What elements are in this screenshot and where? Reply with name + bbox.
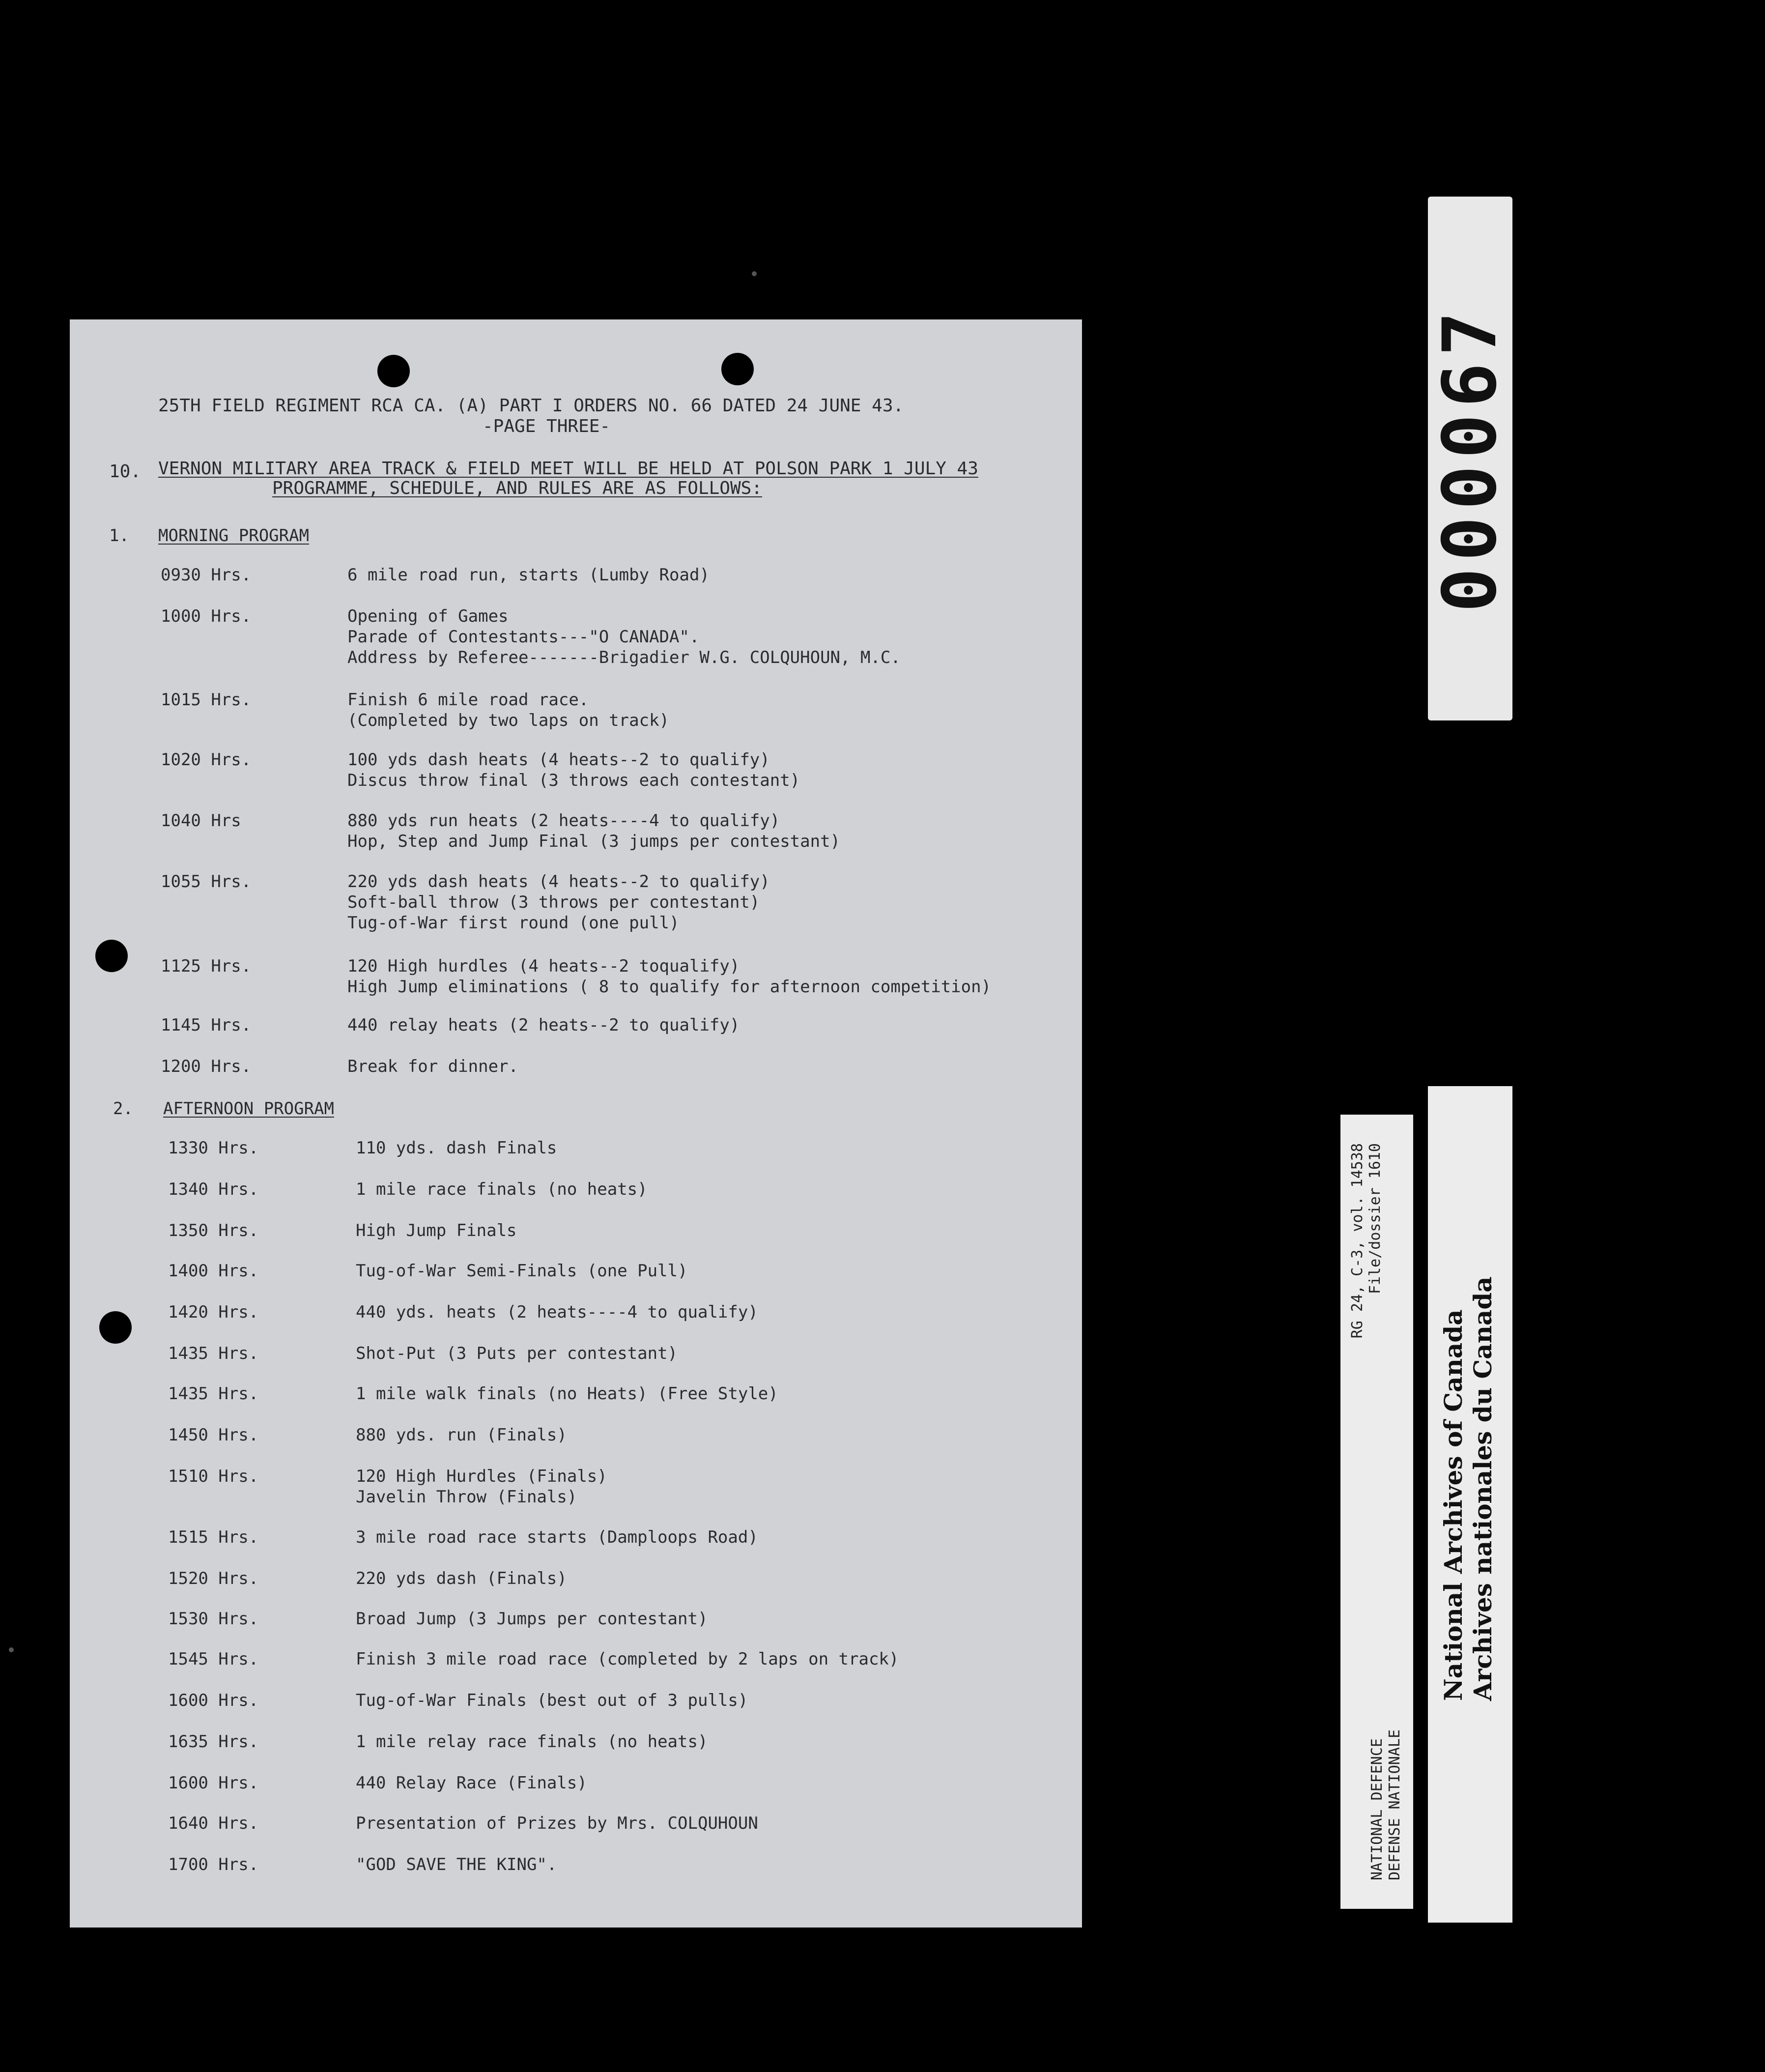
event-time: 1055 Hrs. (161, 872, 252, 892)
event-description: 1 mile race finals (no heats) (356, 1180, 648, 1199)
department-fr: DEFENSE NATIONALE (1386, 1729, 1403, 1880)
event-time: 1400 Hrs. (168, 1261, 259, 1281)
archive-file: File/dossier 1610 (1366, 1143, 1384, 1295)
event-description: 100 yds dash heats (4 heats--2 to qualify) (347, 750, 770, 770)
event-description: Presentation of Prizes by Mrs. COLQUHOUN (356, 1813, 758, 1833)
event-description: 880 yds run heats (2 heats----4 to qualify) (347, 811, 780, 831)
event-description: Tug-of-War Semi-Finals (one Pull) (356, 1261, 688, 1281)
event-time: 1040 Hrs (161, 811, 241, 831)
event-description: Broad Jump (3 Jumps per contestant) (356, 1609, 708, 1629)
archive-reference: RG 24, C-3, vol. 14538 (1349, 1143, 1366, 1339)
event-description: 1 mile relay race finals (no heats) (356, 1732, 708, 1752)
event-time: 1015 Hrs. (161, 690, 252, 710)
event-time: 1450 Hrs. (168, 1425, 259, 1445)
event-time: 0930 Hrs. (161, 565, 252, 585)
document-page (70, 319, 1082, 1928)
event-time: 1700 Hrs. (168, 1855, 259, 1874)
section-number: 2. (113, 1099, 133, 1119)
event-time: 1520 Hrs. (168, 1569, 259, 1588)
event-description: Break for dinner. (347, 1057, 518, 1076)
event-description: 440 yds. heats (2 heats----4 to qualify) (356, 1302, 758, 1322)
event-description: High Jump eliminations ( 8 to qualify for afternoon competition) (347, 977, 992, 997)
event-description: Finish 3 mile road race (completed by 2 laps on track) (356, 1649, 899, 1669)
event-description: Finish 6 mile road race. (347, 690, 589, 710)
event-description: Parade of Contestants---"O CANADA". (347, 627, 700, 647)
margin-speck (9, 1647, 14, 1652)
department-en: NATIONAL DEFENCE (1368, 1738, 1386, 1880)
event-description: High Jump Finals (356, 1221, 517, 1240)
event-description: 120 High Hurdles (Finals) (356, 1467, 607, 1486)
frame-number-label (1428, 197, 1512, 720)
punch-hole-right (721, 353, 754, 385)
item-title-line2: PROGRAMME, SCHEDULE, AND RULES ARE AS FOLLOWS: (272, 478, 762, 498)
archives-name-fr: Archives nationales du Canada (1468, 1276, 1497, 1701)
event-time: 1125 Hrs. (161, 956, 252, 976)
event-description: Address by Referee-------Brigadier W.G. COLQUHOUN, M.C. (347, 648, 901, 667)
national-defence-label (1340, 1115, 1413, 1909)
event-description: 120 High hurdles (4 heats--2 toqualify) (347, 956, 740, 976)
event-time: 1145 Hrs. (161, 1015, 252, 1035)
event-time: 1530 Hrs. (168, 1609, 259, 1629)
punch-hole-side-2 (99, 1311, 132, 1344)
event-description: 6 mile road run, starts (Lumby Road) (347, 565, 710, 585)
archives-name-en: National Archives of Canada (1439, 1309, 1468, 1701)
event-description: 440 relay heats (2 heats--2 to qualify) (347, 1015, 740, 1035)
event-description: (Completed by two laps on track) (347, 711, 670, 730)
event-description: 440 Relay Race (Finals) (356, 1773, 587, 1793)
page-marker: -PAGE THREE- (483, 416, 611, 436)
margin-speck (752, 271, 757, 276)
event-description: 3 mile road race starts (Damploops Road) (356, 1527, 758, 1547)
event-time: 1600 Hrs. (168, 1691, 259, 1710)
punch-hole-left (377, 355, 410, 387)
event-time: 1000 Hrs. (161, 606, 252, 626)
event-description: Javelin Throw (Finals) (356, 1487, 577, 1507)
event-time: 1635 Hrs. (168, 1732, 259, 1752)
event-time: 1515 Hrs. (168, 1527, 259, 1547)
archives-label (1428, 1086, 1512, 1923)
event-time: 1435 Hrs. (168, 1344, 259, 1363)
event-description: 220 yds dash (Finals) (356, 1569, 567, 1588)
section-heading: MORNING PROGRAM (158, 526, 310, 546)
section-number: 1. (109, 526, 129, 546)
event-time: 1020 Hrs. (161, 750, 252, 770)
event-time: 1510 Hrs. (168, 1467, 259, 1486)
punch-hole-side-1 (95, 940, 128, 972)
event-description: Soft-ball throw (3 throws per contestant) (347, 892, 760, 912)
event-time: 1640 Hrs. (168, 1813, 259, 1833)
event-description: "GOD SAVE THE KING". (356, 1855, 557, 1874)
event-description: Hop, Step and Jump Final (3 jumps per contestant) (347, 832, 841, 851)
event-time: 1200 Hrs. (161, 1057, 252, 1076)
event-time: 1350 Hrs. (168, 1221, 259, 1240)
event-description: 220 yds dash heats (4 heats--2 to qualify) (347, 872, 770, 892)
event-time: 1545 Hrs. (168, 1649, 259, 1669)
event-time: 1330 Hrs. (168, 1138, 259, 1158)
event-description: Discus throw final (3 throws each contestant) (347, 771, 800, 790)
event-description: Tug-of-War Finals (best out of 3 pulls) (356, 1691, 748, 1710)
event-description: 880 yds. run (Finals) (356, 1425, 567, 1445)
document-header: 25TH FIELD REGIMENT RCA CA. (A) PART I ORDERS NO. 66 DATED 24 JUNE 43. (158, 396, 904, 416)
event-time: 1420 Hrs. (168, 1302, 259, 1322)
event-description: Shot-Put (3 Puts per contestant) (356, 1344, 678, 1363)
event-time: 1435 Hrs. (168, 1384, 259, 1404)
item-title-line1: VERNON MILITARY AREA TRACK & FIELD MEET WILL BE HELD AT POLSON PARK 1 JULY 43 (158, 459, 978, 479)
event-description: Opening of Games (347, 606, 509, 626)
section-heading: AFTERNOON PROGRAM (163, 1099, 334, 1119)
event-time: 1340 Hrs. (168, 1180, 259, 1199)
event-time: 1600 Hrs. (168, 1773, 259, 1793)
item-number: 10. (109, 461, 142, 482)
event-description: Tug-of-War first round (one pull) (347, 913, 680, 933)
event-description: 1 mile walk finals (no Heats) (Free Style) (356, 1384, 778, 1404)
event-description: 110 yds. dash Finals (356, 1138, 557, 1158)
frame-number: 000067 (1427, 305, 1513, 612)
